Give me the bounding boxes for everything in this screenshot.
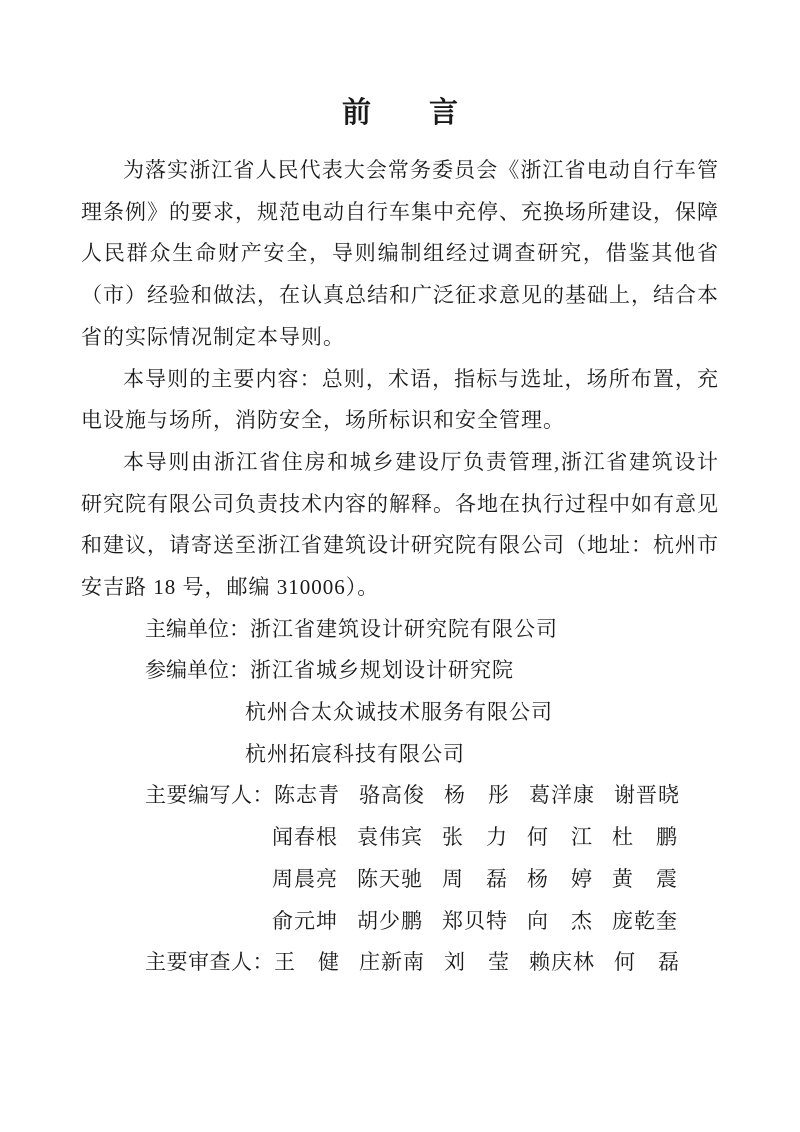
co-editor-unit-label: 参编单位： xyxy=(145,658,250,683)
reviewer-name: 庄新南 xyxy=(359,950,425,975)
reviewer-name: 王 健 xyxy=(274,950,340,975)
chief-editor-unit-label: 主编单位： xyxy=(145,616,250,641)
reviewers-label: 主要审查人： xyxy=(145,950,274,975)
authors-row xyxy=(81,859,719,901)
paragraph-contents: 本导则的主要内容：总则，术语，指标与选址，场所布置，充电设施与场所，消防安全，场所标识和安全管理。 xyxy=(81,366,719,433)
authors-label-spacer xyxy=(145,859,272,901)
author-name-list xyxy=(274,775,719,817)
author-name: 杨 婷 xyxy=(527,866,593,891)
author-name-list xyxy=(272,859,719,901)
co-editor-unit-value: 杭州拓宸科技有限公司 xyxy=(245,741,465,766)
page-title: 前 言 xyxy=(341,97,458,129)
co-editor-unit-row xyxy=(81,650,719,692)
reviewer-name: 刘 莹 xyxy=(444,950,510,975)
author-name: 陈志青 xyxy=(274,783,340,808)
author-name-list xyxy=(272,901,719,943)
author-name: 周晨亮 xyxy=(272,866,338,891)
co-editor-unit-value: 浙江省城乡规划设计研究院 xyxy=(250,658,514,683)
author-name: 葛洋康 xyxy=(529,783,595,808)
authors-label: 主要编写人： xyxy=(145,783,274,808)
author-name: 陈天驰 xyxy=(357,866,423,891)
unit-label-spacer xyxy=(145,692,245,734)
authors-label-spacer xyxy=(145,901,272,943)
paragraph-management: 本导则由浙江省住房和城乡建设厅负责管理,浙江省建筑设计研究院有限公司负责技术内容的解释。各地在执行过程中如有意见和建议，请寄送至浙江省建筑设计研究院有限公司（地址：杭州市安吉路 18 号，邮编 310006）。 xyxy=(81,449,719,600)
chief-editor-unit-row xyxy=(81,609,719,651)
reviewer-name: 赖庆林 xyxy=(529,950,595,975)
author-name: 黄 震 xyxy=(612,866,678,891)
reviewers-row xyxy=(81,942,719,984)
author-name: 胡少鹏 xyxy=(357,908,423,933)
chief-editor-unit-value: 浙江省建筑设计研究院有限公司 xyxy=(250,616,558,641)
co-editor-unit-value: 杭州合太众诚技术服务有限公司 xyxy=(245,700,553,725)
authors-label-spacer xyxy=(145,817,272,859)
author-name: 杨 彤 xyxy=(444,783,510,808)
author-name: 张 力 xyxy=(442,825,508,850)
author-name: 郑贝特 xyxy=(442,908,508,933)
author-name: 杜 鹏 xyxy=(612,825,678,850)
author-name: 袁伟宾 xyxy=(357,825,423,850)
author-name: 周 磊 xyxy=(442,866,508,891)
authors-row xyxy=(81,817,719,859)
author-name: 何 江 xyxy=(527,825,593,850)
author-name-list xyxy=(272,817,719,859)
reviewer-name: 何 磊 xyxy=(614,950,680,975)
paragraph-intro: 为落实浙江省人民代表大会常务委员会《浙江省电动自行车管理条例》的要求，规范电动自行车集中充停、充换场所建设，保障人民群众生命财产安全，导则编制组经过调查研究，借鉴其他省（市）经验和做法，在认真总结和广泛征求意见的基础上，结合本省的实际情况制定本导则。 xyxy=(81,158,719,349)
author-name: 庞乾奎 xyxy=(612,908,678,933)
unit-label-spacer xyxy=(145,734,245,776)
author-name: 向 杰 xyxy=(527,908,593,933)
author-name: 谢晋晓 xyxy=(614,783,680,808)
authors-row xyxy=(81,775,719,817)
document-body xyxy=(81,150,719,984)
authors-row xyxy=(81,901,719,943)
reviewer-name-list xyxy=(274,942,719,984)
co-editor-unit-row xyxy=(81,734,719,776)
author-name: 俞元坤 xyxy=(272,908,338,933)
co-editor-unit-row xyxy=(81,692,719,734)
author-name: 闻春根 xyxy=(272,825,338,850)
author-name: 骆高俊 xyxy=(359,783,425,808)
